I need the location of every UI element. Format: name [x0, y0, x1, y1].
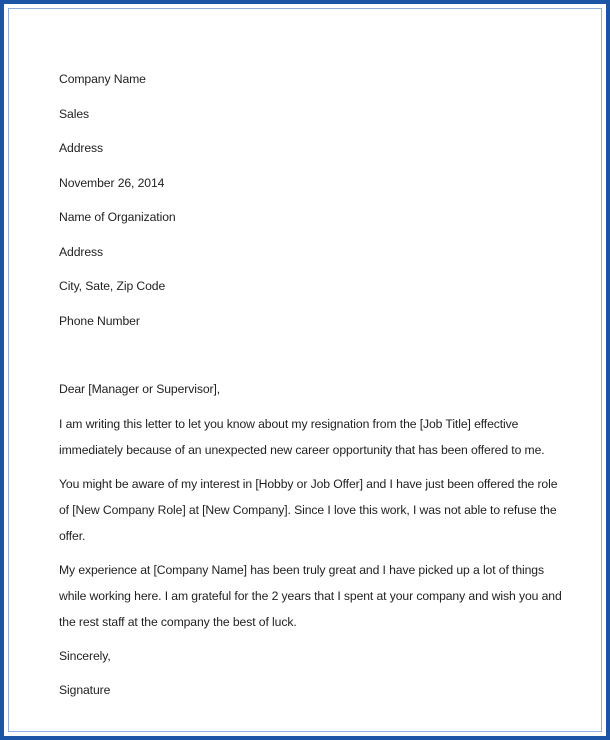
spacer — [59, 342, 564, 376]
paragraph-resignation: I am writing this letter to let you know about my resignation from the [Job Title] effective immediately because of an unexpected new career opportunity that has been offered to me. — [59, 416, 545, 457]
recipient-address-line: Address — [59, 244, 104, 259]
paragraph-new-role: You might be aware of my interest in [Hobby or Job Offer] and I have just been offered the role of [New Company Role] at [New Company]. Since I love this work, I was not able to refuse the offer. — [59, 476, 558, 543]
department-line: Sales — [59, 106, 89, 121]
date-line: November 26, 2014 — [59, 175, 165, 190]
closing: Sincerely, — [59, 648, 111, 663]
letter-body — [59, 66, 564, 712]
salutation: Dear [Manager or Supervisor], — [59, 382, 221, 396]
city-state-zip-line: City, Sate, Zip Code — [59, 279, 166, 293]
sender-address-line: Address — [59, 141, 104, 155]
paragraph-gratitude: My experience at [Company Name] has been truly great and I have picked up a lot of things while working here. I am grateful for the 2 years that I spent at your company and wish you and the rest staff at the company the best of luck. — [59, 562, 562, 629]
organization-name-line: Name of Organization — [59, 210, 176, 224]
signature: Signature — [59, 683, 111, 697]
company-name-line: Company Name — [59, 72, 146, 86]
phone-number-line: Phone Number — [59, 313, 140, 328]
